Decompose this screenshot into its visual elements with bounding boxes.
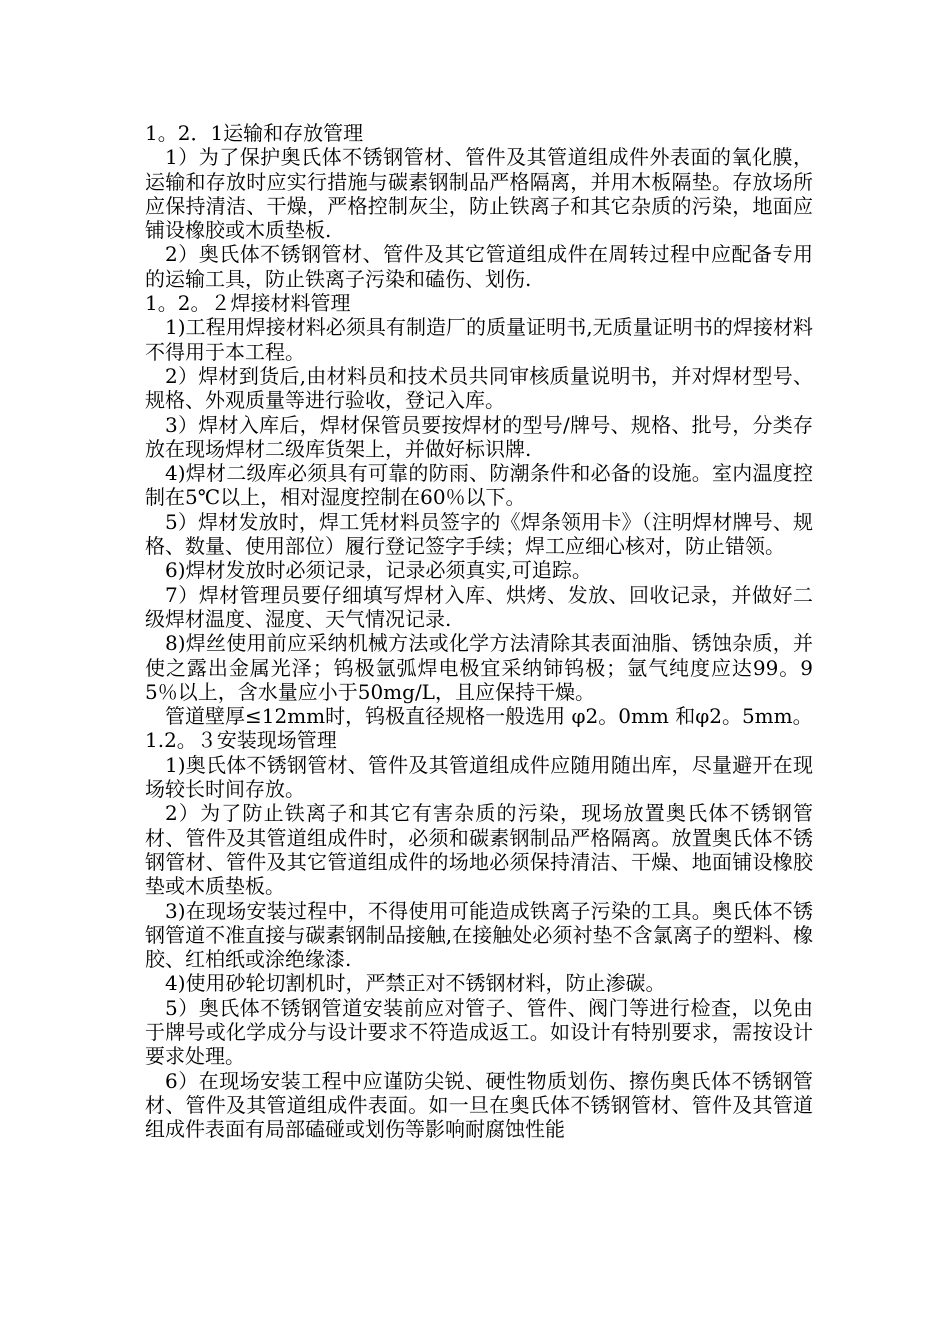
section-heading-1-2-2: 1。2。２焊接材料管理 xyxy=(145,291,351,316)
paragraph: 1)工程用焊接材料必须具有制造厂的质量证明书,无质量证明书的焊接材料不得用于本工程。 xyxy=(145,315,813,364)
section-heading-1-2-1: 1。2．1运输和存放管理 xyxy=(145,121,364,145)
paragraph: 5）奥氏体不锈钢管道安装前应对管子、管件、阀门等进行检查，以免由于牌号或化学成分与设计要求不符造成返工。如设计有特别要求，需按设计要求处理。 xyxy=(145,995,813,1069)
document-page xyxy=(145,121,813,1141)
paragraph: 1）为了保护奥氏体不锈钢管材、管件及其管道组成件外表面的氧化膜，运输和存放时应实行措施与碳素钢制品严格隔离，并用木板隔垫。存放场所应保持清洁、干燥，严格控制灰尘，防止铁离子和其它杂质的污染，地面应铺设橡胶或木质垫板. xyxy=(145,145,813,243)
paragraph: 管道壁厚≤12mm时，钨极直径规格一般选用 φ2。0mm 和φ2。5mm。 xyxy=(165,704,813,729)
paragraph: 3）焊材入库后，焊材保管员要按焊材的型号/牌号、规格、批号，分类存放在现场焊材二级库货架上，并做好标识牌. xyxy=(145,412,813,461)
paragraph: 2）为了防止铁离子和其它有害杂质的污染，现场放置奥氏体不锈钢管材、管件及其管道组成件时，必须和碳素钢制品严格隔离。放置奥氏体不锈钢管材、管件及其它管道组成件的场地必须保持清洁、干燥、地面铺设橡胶垫或木质垫板。 xyxy=(145,801,813,899)
paragraph: 2）奥氏体不锈钢管材、管件及其它管道组成件在周转过程中应配备专用的运输工具，防止铁离子污染和磕伤、划伤. xyxy=(145,242,813,291)
section-heading-1-2-3: 1.2。３安装现场管理 xyxy=(145,728,337,753)
paragraph: 6）在现场安装工程中应谨防尖锐、硬性物质划伤、擦伤奥氏体不锈钢管材、管件及其管道组成件表面。如一旦在奥氏体不锈钢管材、管件及其管道组成件表面有局部磕碰或划伤等影响耐腐蚀性能 xyxy=(145,1068,813,1142)
paragraph: 8)焊丝使用前应采纳机械方法或化学方法清除其表面油脂、锈蚀杂质，并使之露出金属光泽；钨极氩弧焊电极宜采纳铈钨极；氩气纯度应达99。95％以上，含水量应小于50mg/L，且应保持干燥。 xyxy=(145,631,813,704)
paragraph: 7）焊材管理员要仔细填写焊材入库、烘烤、发放、回收记录，并做好二级焊材温度、湿度、天气情况记录. xyxy=(145,582,813,631)
paragraph: 4)焊材二级库必须具有可靠的防雨、防潮条件和必备的设施。室内温度控制在5℃以上，相对湿度控制在60％以下。 xyxy=(145,461,813,510)
paragraph: 2）焊材到货后,由材料员和技术员共同审核质量说明书，并对焊材型号、规格、外观质量等进行验收，登记入库。 xyxy=(145,363,813,413)
paragraph: 3)在现场安装过程中，不得使用可能造成铁离子污染的工具。奥氏体不锈钢管道不准直接与碳素钢制品接触,在接触处必须衬垫不含氯离子的塑料、橡胶、红柏纸或涂绝缘漆. xyxy=(145,898,813,972)
paragraph: 4)使用砂轮切割机时，严禁正对不锈钢材料，防止渗碳。 xyxy=(165,971,666,996)
paragraph: 5）焊材发放时，焊工凭材料员签字的《焊条领用卡》（注明焊材牌号、规格、数量、使用部位）履行登记签字手续；焊工应细心核对，防止错领。 xyxy=(145,509,813,559)
paragraph: 6)焊材发放时必须记录，记录必须真实,可追踪。 xyxy=(165,558,592,583)
paragraph: 1)奥氏体不锈钢管材、管件及其管道组成件应随用随出库，尽量避开在现场较长时间存放。 xyxy=(145,752,813,802)
